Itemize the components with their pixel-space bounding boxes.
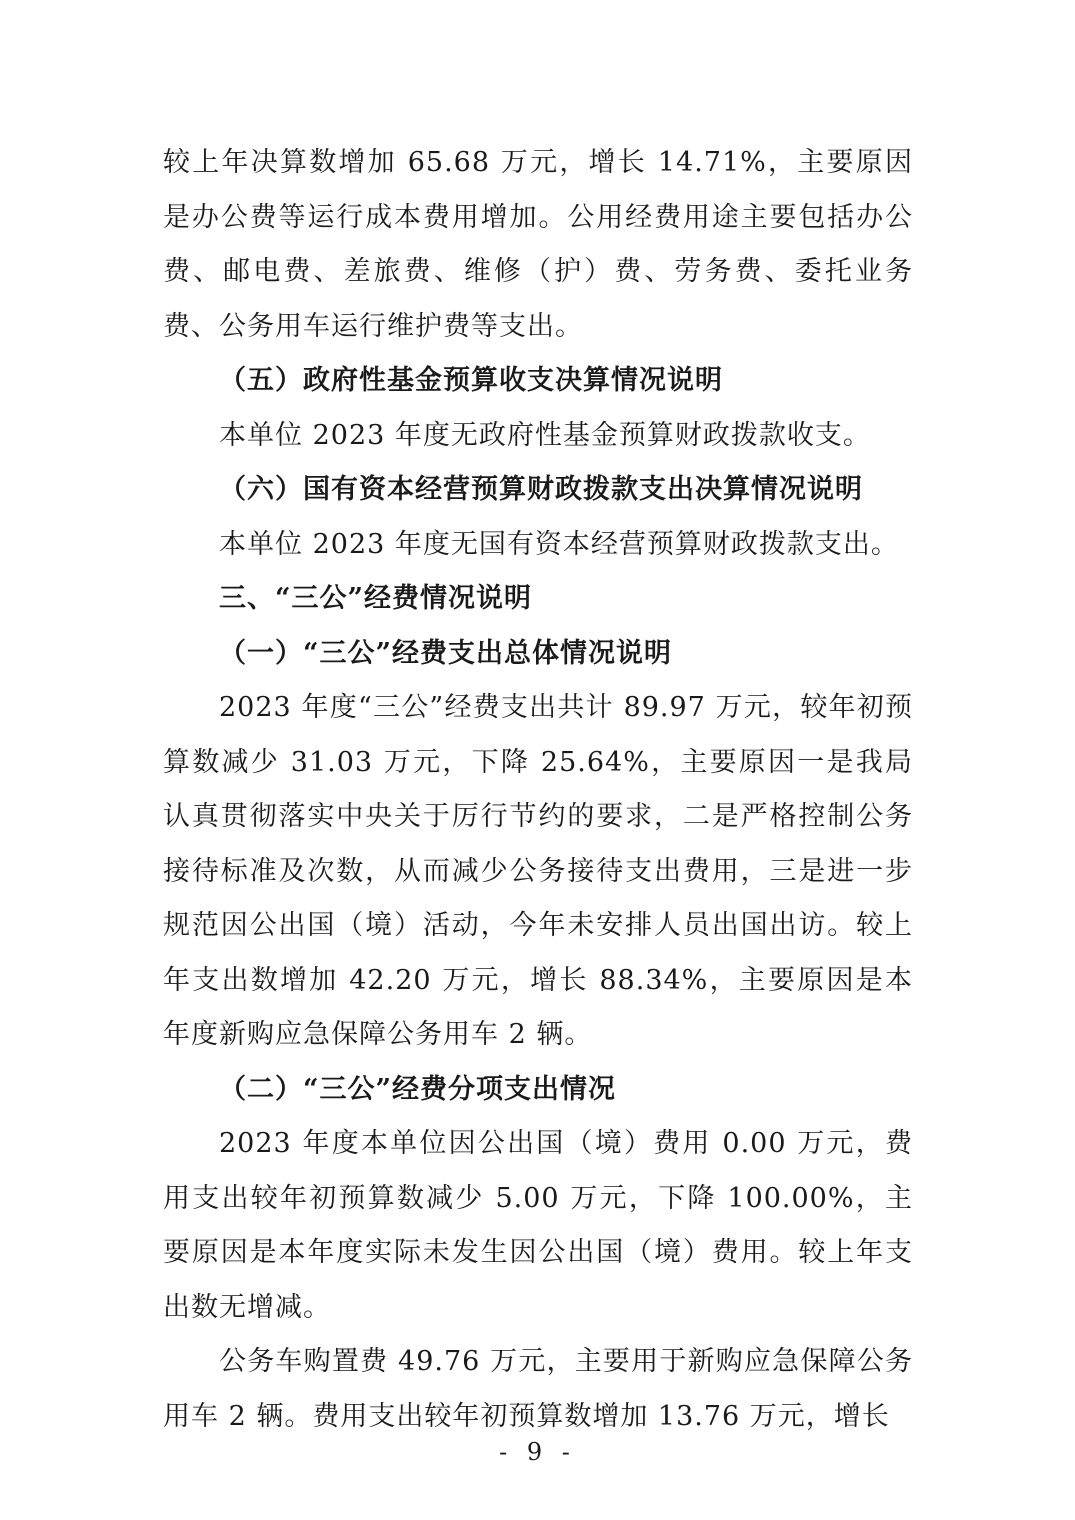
- paragraph-continuation: 较上年决算数增加 65.68 万元，增长 14.71%，主要原因是办公费等运行成本费用增加。公用经费用途主要包括办公费、邮电费、差旅费、维修（护）费、劳务费、委托业务费、公务用车运行维护费等支出。: [163, 147, 913, 342]
- paragraph: 本单位 2023 年度无政府性基金预算财政拨款收支。: [219, 419, 871, 451]
- page-number: - 9 -: [499, 1438, 576, 1466]
- document-body: [163, 136, 913, 1444]
- paragraph: 2023 年度本单位因公出国（境）费用 0.00 万元，费用支出较年初预算数减少 5.00 万元，下降 100.00%，主要原因是本年度实际未发生因公出国（境）费用。较上年支出数无增减。: [163, 1128, 913, 1323]
- section-subheading: （二）“三公”经费分项支出情况: [219, 1073, 617, 1105]
- paragraph: 公务车购置费 49.76 万元，主要用于新购应急保障公务用车 2 辆。费用支出较年初预算数增加 13.76 万元，增长: [163, 1346, 913, 1432]
- paragraph: 本单位 2023 年度无国有资本经营预算财政拨款支出。: [219, 528, 899, 560]
- section-subheading: （六）国有资本经营预算财政拨款支出决算情况说明: [219, 474, 863, 505]
- paragraph: 2023 年度“三公”经费支出共计 89.97 万元，较年初预算数减少 31.03 万元，下降 25.64%，主要原因一是我局认真贯彻落实中央关于厉行节约的要求，二是严格控制公务接待标准及次数，从而减少公务接待支出费用，三是进一步规范因公出国（境）活动，今年未安排人员出国出访。较上年支出数增加 42.20 万元，增长 88.34%，主要原因是本年度新购应急保障公务用车 2 辆。: [163, 692, 913, 1050]
- section-subheading: （一）“三公”经费支出总体情况说明: [219, 637, 673, 669]
- section-subheading: （五）政府性基金预算收支决算情况说明: [219, 365, 723, 396]
- section-heading: 三、“三公”经费情况说明: [219, 583, 533, 614]
